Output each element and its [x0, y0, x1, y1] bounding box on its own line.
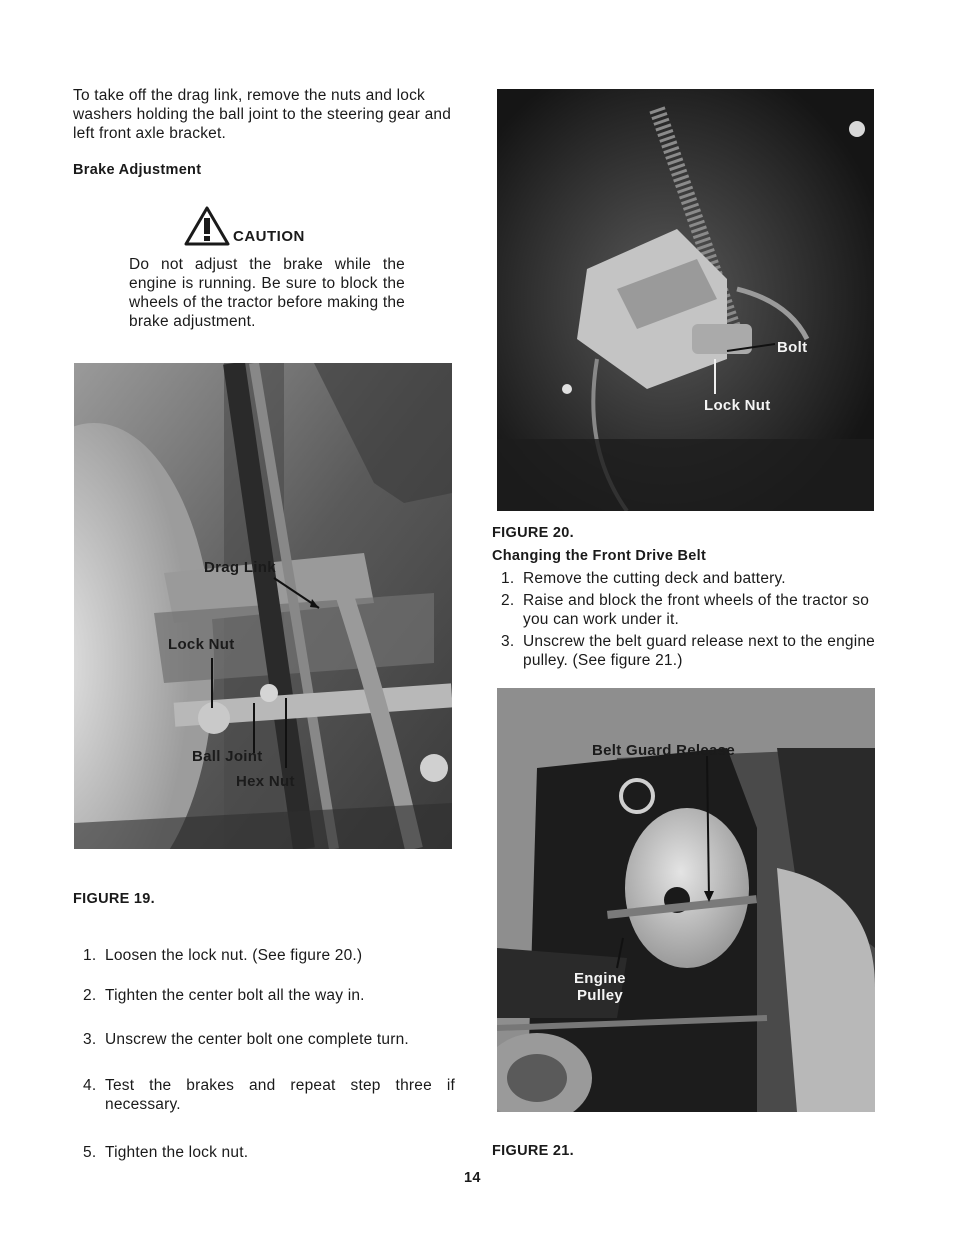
warning-triangle-icon	[183, 205, 231, 247]
belt-step-3: 3. Unscrew the belt guard release next to the engine pulley. (See figure 21.)	[501, 633, 875, 669]
pulley-label: Pulley	[577, 987, 623, 1004]
figure-21-caption: FIGURE 21.	[492, 1143, 574, 1159]
figure-19-photo	[74, 363, 452, 849]
belt-guard-release-label: Belt Guard Release	[592, 742, 735, 759]
caution-text: Do not adjust the brake while the engine is running. Be sure to block the wheels of the tractor before making the brake adjustment.	[129, 256, 405, 330]
front-drive-belt-heading: Changing the Front Drive Belt	[492, 548, 707, 564]
hex-nut-label: Hex Nut	[236, 773, 295, 790]
figure-21-photo	[497, 688, 875, 1112]
figure-19-caption: FIGURE 19.	[73, 891, 155, 907]
lock-nut-label-fig20: Lock Nut	[704, 397, 771, 414]
belt-step-2: 2. Raise and block the front wheels of the tractor so you can work under it.	[501, 592, 870, 628]
bolt-label: Bolt	[777, 339, 808, 356]
figure-20-photo	[497, 89, 874, 511]
brake-adjustment-heading: Brake Adjustment	[73, 162, 202, 178]
lock-nut-label-fig19: Lock Nut	[168, 636, 235, 653]
page-number: 14	[464, 1170, 481, 1186]
figure-20-caption: FIGURE 20.	[492, 525, 574, 541]
drag-link-label: Drag Link	[204, 559, 276, 576]
engine-label: Engine	[574, 970, 626, 987]
ball-joint-label: Ball Joint	[192, 748, 263, 765]
caution-label: CAUTION	[233, 228, 305, 245]
intro-paragraph: To take off the drag link, remove the nuts and lock washers holding the ball joint to the steering gear and left front axle bracket.	[73, 87, 452, 142]
brake-step-4: 4. Test the brakes and repeat step three if necessary.	[83, 1077, 455, 1113]
caution-header	[183, 205, 305, 247]
